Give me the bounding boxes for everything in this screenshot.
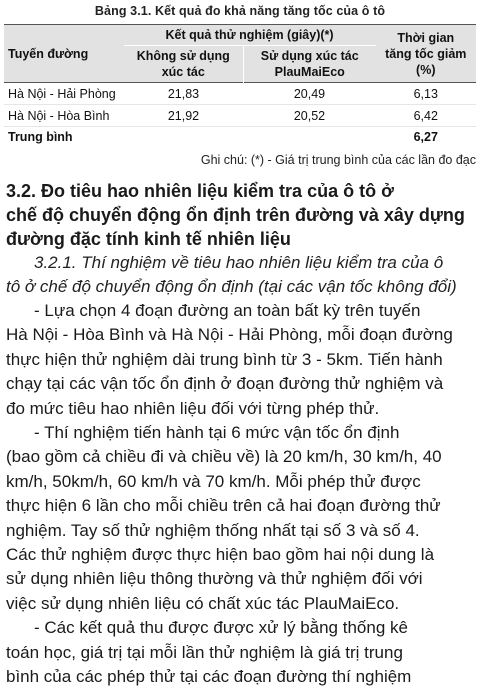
cell-reduction: 6,42 bbox=[376, 105, 476, 127]
table-caption: Bảng 3.1. Kết quả đo khả năng tăng tốc của ô tô bbox=[94, 4, 386, 18]
paragraph-line: thực hiện thử nghiệm dài trung bình từ 3 - 5km. Tiến hành bbox=[6, 349, 443, 369]
total-value: 6,27 bbox=[376, 127, 476, 148]
paragraph-line: km/h, 50km/h, 60 km/h và 70 km/h. Mỗi phép thử được bbox=[6, 471, 421, 491]
header-no-catalyst-line1: Không sử dụng bbox=[136, 49, 230, 63]
header-no-catalyst bbox=[124, 46, 244, 83]
paragraph-line: (bao gồm cả chiều đi và chiều về) là 20 km/h, 30 km/h, 40 bbox=[6, 447, 442, 467]
section-heading-line: 3.2. Đo tiêu hao nhiên liệu kiểm tra của ô tô ở bbox=[6, 181, 394, 201]
cell-route: Hà Nội - Hòa Bình bbox=[4, 105, 124, 127]
header-reduction-line2: tăng tốc giảm bbox=[385, 46, 467, 61]
section-heading bbox=[0, 179, 480, 251]
paragraph-3 bbox=[0, 616, 480, 689]
cell-no-catalyst: 21,83 bbox=[124, 83, 244, 105]
subsection-line: 3.2.1. Thí nghiệm về tiêu hao nhiên liệu kiểm tra của ô bbox=[34, 253, 444, 272]
header-no-catalyst-line2: xúc tác bbox=[161, 65, 205, 79]
paragraph-line: sử dụng nhiên liệu thông thường và thử nghiệm đối với bbox=[6, 569, 423, 589]
results-table bbox=[4, 24, 476, 147]
subsection-line: tô ở chế độ chuyển động ổn định (tại các vận tốc không đổi) bbox=[6, 277, 457, 296]
cell-route: Hà Nội - Hải Phòng bbox=[4, 83, 124, 105]
total-empty-1 bbox=[124, 127, 244, 148]
paragraph-line: - Thí nghiệm tiến hành tại 6 mức vận tốc ổn định bbox=[34, 423, 400, 443]
header-reduction bbox=[376, 25, 476, 83]
paragraph-line: chạy tại các vận tốc ổn định ở đoạn đường thử nghiệm và bbox=[6, 374, 444, 394]
table-row bbox=[4, 105, 476, 127]
paragraph-line: Hà Nội - Hòa Bình và Hà Nội - Hải Phòng, mỗi đoạn đường bbox=[6, 325, 453, 345]
total-label: Trung bình bbox=[4, 127, 124, 148]
total-empty-2 bbox=[243, 127, 375, 148]
header-reduction-line1: Thời gian bbox=[397, 30, 455, 45]
header-with-catalyst-line2: PlauMaiEco bbox=[274, 65, 345, 79]
paragraph-line: bình của các phép thử tại các đoạn đường thí nghiệm bbox=[6, 667, 412, 687]
section-heading-line: chế độ chuyển động ổn định trên đường và xây dựng bbox=[6, 205, 465, 225]
header-test-results bbox=[124, 25, 376, 46]
paragraph-line: thực hiện 6 lần cho mỗi chiều trên cả hai đoạn đường thử bbox=[6, 496, 441, 516]
cell-with-catalyst: 20,52 bbox=[243, 105, 375, 127]
header-with-catalyst bbox=[243, 46, 375, 83]
section-heading-line: đường đặc tính kinh tế nhiên liệu bbox=[6, 229, 291, 249]
cell-reduction: 6,13 bbox=[376, 83, 476, 105]
table-row bbox=[4, 83, 476, 105]
paragraph-line: Các thử nghiệm được thực hiện bao gồm hai nội dung là bbox=[6, 545, 435, 565]
header-with-catalyst-line1: Sử dụng xúc tác bbox=[260, 49, 359, 63]
paragraph-line: - Lựa chọn 4 đoạn đường an toàn bất kỳ trên tuyến bbox=[34, 301, 421, 320]
table-note: Ghi chú: (*) - Giá trị trung bình của các lần đo đạc bbox=[200, 153, 476, 167]
table-header-row bbox=[4, 25, 476, 46]
paragraph-line: - Các kết quả thu được được xử lý bằng thống kê bbox=[34, 618, 408, 638]
table-total-row bbox=[4, 127, 476, 148]
cell-no-catalyst: 21,92 bbox=[124, 105, 244, 127]
paragraph-line: việc sử dụng nhiên liệu có chất xúc tác PlauMaiEco. bbox=[6, 593, 400, 613]
header-test-results-text: Kết quả thử nghiệm (giây)(*) bbox=[165, 28, 334, 42]
paragraph-2 bbox=[0, 421, 480, 616]
subsection-heading bbox=[0, 251, 480, 299]
header-route: Tuyến đường bbox=[4, 25, 124, 83]
paragraph-line: toán học, giá trị tại mỗi lần thử nghiệm là giá trị trung bbox=[6, 642, 403, 662]
cell-with-catalyst: 20,49 bbox=[243, 83, 375, 105]
paragraph-line: đo mức tiêu hao nhiên liệu đối với từng phép thử. bbox=[6, 398, 380, 418]
paragraph-1 bbox=[0, 299, 480, 421]
header-reduction-line3: (%) bbox=[416, 62, 436, 77]
paragraph-line: nghiệm. Tay số thử nghiệm thống nhất tại số 3 và số 4. bbox=[6, 520, 420, 540]
